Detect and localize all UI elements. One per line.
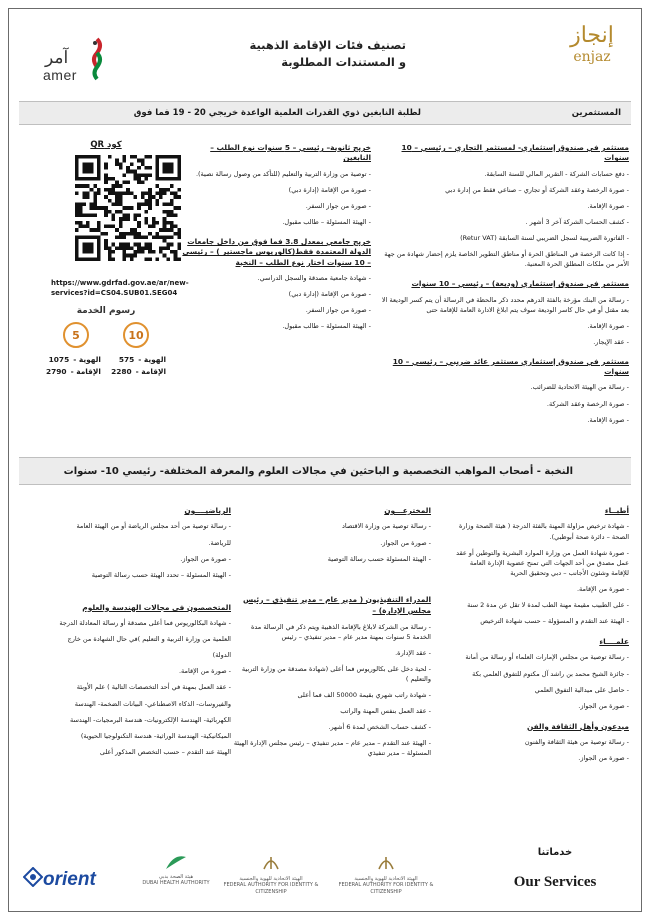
- fee-row: [111, 366, 166, 378]
- enjaz-logo-ar: إنجاز: [570, 23, 614, 48]
- fee-coins: [46, 322, 166, 348]
- list-item: - صورة شهادة العمل من وزارة الموارد البشرية والتوطين أو عقد عمل مصدق من أحد الجهات التي تمنح عضوية الإدارة العامة للإقامة وشئون الأجانب – دبي وتحقيق الحرية: [456, 548, 629, 577]
- list-item: - صورة من الجواز.: [180, 554, 231, 563]
- list-item: - كشف الحساب الشركة آخر 3 أشهر .: [525, 217, 629, 226]
- coin-10-years-icon: 10: [123, 322, 149, 348]
- falcon-emblem-icon: [375, 851, 397, 873]
- falcon-emblem-icon: [260, 851, 282, 873]
- list-item: - شهادة جامعية مصدقة والسجل الدراسي.: [257, 274, 371, 283]
- list-item: - صورة من الإقامة (إدارة دبي): [288, 290, 371, 299]
- ica-logo-text-en: FEDERAL AUTHORITY FOR IDENTITY & CITIZENSHIP: [338, 882, 434, 895]
- inventors-heading: المخترعـــون: [384, 506, 431, 515]
- fee-value: 575: [118, 355, 135, 365]
- orient-emblem-icon: [23, 867, 43, 887]
- orient-logo: orient: [43, 869, 96, 890]
- list-item: - لحية دخل على بكالوريوس فما أعلى (شهادة مصدقة من وزارة التربية والتعليم ): [241, 664, 431, 683]
- list-item: - رسالة توصية من أحد مجلس الرياضة أو من الهيئة العامة: [76, 522, 231, 531]
- section-heading: خريج ثانوية– رئيسي – 5 سنوات نوع الطلب – النابغين: [210, 143, 371, 163]
- ica-logo-2: [221, 851, 321, 895]
- title-line-1: تصنيف فئات الإقامة الذهبية: [249, 38, 406, 52]
- list-item: العلمية من وزارة التربية و التعليم )في حال الشهادة من خارج: [67, 635, 231, 644]
- fee-label: الإقامة -: [70, 367, 101, 377]
- fee-value: 2280: [111, 367, 132, 377]
- scientists-heading: علمــــاء: [599, 636, 629, 646]
- commercial-investor-section: [379, 143, 629, 269]
- list-item: - عقد الإدارة.: [395, 648, 431, 657]
- list-item: - عقد العمل بمهنة في أحد التخصصات التالية ) علم الأوبئة: [76, 683, 231, 692]
- students-label: لطلبة النابغين ذوي القدرات العلمية الواعدة خريجي 20 - 19 فما فوق: [133, 108, 421, 118]
- high-school-section: [181, 143, 371, 227]
- list-item: للرياضة.: [208, 538, 231, 547]
- dha-logo-ar: هيئة الصحة بدبي: [158, 873, 194, 880]
- fees-title: رسوم الخدمة: [76, 305, 136, 316]
- amer-logo-ar: آمر: [45, 48, 69, 68]
- students-column: [181, 143, 371, 341]
- fee-label: الهوية -: [138, 355, 166, 365]
- qr-title: كود QR: [90, 140, 122, 150]
- elite-column-1: [453, 505, 629, 769]
- list-item: - الفاتورة الضريبية لسجل الضريبي لسنة السابقة (Retur VAT): [460, 233, 629, 242]
- section-heading: خريج جامعي بمعدل 3.8 فما فوق من داخل جامعات الدولة المعتمدة فقط(كالوريوس ماجستير ) – رئيسي – 10 سنوات اختار نوع الطلب – النخبة: [182, 236, 371, 267]
- doctors-heading: أطبــاء: [604, 506, 629, 515]
- list-item: - شهادة راتب شهري بقيمة 50000 الف فما أعلى: [297, 690, 431, 699]
- our-services-ar: خدماتنا: [537, 847, 573, 858]
- list-item: - الهيئة عند التقدم و المسؤولة – حسب شهادة الترخيص: [480, 616, 629, 625]
- list-item: - إذا كانت الرخصة في المناطق الحرة أو مناطق التطوير الخاصة يلزم إحضار شهادة من جهة الأمر من ملكات المطلق الحرة المعنية.: [384, 250, 629, 269]
- coin-5-years-icon: 5: [63, 322, 89, 348]
- list-item: - صورة الرخصة وعقد الشركة أو تجاري – صناعي فقط من إدارة دبي: [445, 185, 629, 194]
- list-item: - رسالة من الشركة لابلاغ بالإقامة الذهبية ويتم ذكر في الرسالة مدة الخدمة 5 سنوات بمهنة مدير عام – مدير تنفيذي – رئيس: [250, 622, 431, 641]
- fee-value: 1075: [48, 355, 70, 365]
- header: [9, 9, 641, 89]
- amer-logo-en: amer: [43, 67, 77, 83]
- ica-logo-text-en: FEDERAL AUTHORITY FOR IDENTITY & CITIZENSHIP: [223, 882, 319, 895]
- list-item: - الهيئة المسئولة حسب رسالة التوصية: [327, 554, 431, 563]
- list-item: - شهادة البكالوريوس فما أعلى مصدقة أو رسالة المعادلة الدرجة: [59, 619, 231, 628]
- list-item: - شهادة ترخيص مزاولة المهنة بالفئة الدرجة ( هيئة الصحة وزارة الصحة – دائرة صحة أبوظبي).: [459, 522, 629, 541]
- list-item: - عقد العمل بنفس المهنة والراتب: [340, 706, 431, 715]
- investors-label: المستثمرين: [571, 108, 621, 118]
- list-item: - صورة من جواز السفر.: [305, 306, 371, 315]
- creatives-heading: مبدعون وأهل الثقافة والفن: [526, 721, 629, 731]
- list-item: الهيئة عند التقدم – حسب التخصص المذكور أعلى: [99, 747, 231, 756]
- footer: [9, 839, 641, 909]
- service-url-link[interactable]: https://www.gdrfad.gov.ae/ar/new-services?id=CS04.SUB01.SEG04: [51, 279, 189, 298]
- fee-label: الإقامة -: [135, 367, 166, 377]
- ica-logo-text: الهيئة الاتحادية للهوية والجنسية: [354, 875, 418, 882]
- dha-logo-en: DUBAI HEALTH AUTHORITY: [142, 880, 210, 886]
- our-services: [505, 845, 605, 894]
- list-item: والفيروسات- الذكاء الاصطناعي- البيانات الضخمة- الهندسة: [74, 699, 231, 708]
- list-item: - على الطبيب مقيمة مهنة الطب لمدة لا تقل عن مدة 2 سنة: [467, 600, 629, 609]
- list-item: - رسالة توصية من وزارة الاقتصاد: [342, 522, 431, 531]
- list-item: - صورة الإقامة.: [587, 321, 629, 330]
- ica-logo-text: الهيئة الاتحادية للهوية والجنسية: [239, 875, 303, 882]
- executives-heading: المدراء التنفيذيون ( مدير عام – مدير تنفيذي – رئيس مجلس الإدارة) –: [242, 594, 431, 616]
- amer-flag-icon: [87, 37, 107, 81]
- list-item: - دفع حسابات الشركة - التقرير المالي للسنة السابقة.: [484, 169, 629, 178]
- qr-code-icon[interactable]: [75, 155, 181, 261]
- list-item: - صورة من الإقامة (إدارة دبي): [288, 185, 371, 194]
- page-title: [206, 37, 406, 71]
- fee-row: [46, 366, 101, 378]
- list-item: - توصية من وزارة التربية والتعليم (للتأكد من وصول رسالة نصية).: [195, 169, 371, 178]
- fees-5-years: [111, 354, 166, 378]
- dha-logo: [131, 851, 221, 895]
- fee-row: [111, 354, 166, 366]
- list-item: الكهربائية- الهندسة الإلكترونيات- هندسة البرمجيات- الهندسة: [70, 715, 231, 724]
- list-item: - صورة من الجواز.: [578, 701, 629, 710]
- engineering-heading: المتخصصون في مجالات الهندسة والعلوم: [82, 602, 231, 612]
- list-item: - رسالة من الهيئة الاتحادية للضرائب.: [530, 383, 629, 392]
- list-item: الدولة): [212, 651, 231, 660]
- fees-10-years: [46, 354, 101, 378]
- elite-bar: [19, 457, 631, 485]
- list-item: - صورة من جواز السفر.: [305, 201, 371, 210]
- list-item: - جائزة الشيخ محمد بن راشد آل مكتوم للتفوق العلمي بكة: [472, 669, 629, 678]
- list-item: - رسالة توصية من هيئة الثقافة والفنون: [524, 738, 629, 747]
- fee-label: الهوية -: [73, 355, 101, 365]
- elite-column-3: [31, 505, 231, 763]
- deposit-investor-section: [379, 279, 629, 347]
- elite-column-2: [231, 505, 431, 764]
- list-item: - صورة من الجواز.: [380, 538, 431, 547]
- section-heading: مستثمر في صندوق إستثماري مستثمر عائد ضريبي – رئيسي – 10 سنوات: [392, 356, 629, 377]
- title-line-2: و المستندات المطلوبة: [281, 55, 406, 69]
- qr-column: [31, 139, 189, 378]
- list-item: - صورة الرخصة وعقد الشركة.: [546, 399, 629, 408]
- tax-investor-section: [379, 357, 629, 425]
- list-item: الميكانيكية- الهندسة الوراثية- هندسة التكنولوجيا الحيوية): [80, 731, 231, 740]
- list-item: - حاصل على ميدالية التفوق العلمي: [534, 685, 629, 694]
- ica-logo: [331, 851, 441, 895]
- list-item: - رسالة توصية من مجلس الإمارات العلماء أو رسالة من أمانة: [465, 653, 629, 662]
- university-section: [181, 237, 371, 331]
- document-page: [8, 8, 642, 912]
- list-item: - صورة من الإقامة.: [576, 584, 629, 593]
- list-item: - الهيئة المسئولة – تحدد الهيئة حسب رسالة التوصية: [91, 570, 231, 579]
- investors-bar: [19, 101, 631, 125]
- elite-title: النخبة - أصحاب المواهب التخصصية و الباحثين في مجالات العلوم والمعرفة المختلفة- رئيسي 10- سنوات: [63, 466, 573, 477]
- enjaz-logo-en: enjaz: [573, 49, 611, 65]
- list-item: - الهيئة عند التقدم – مدير عام – مدير تنفيذي – رئيس مجلس الإدارة الهيئة المسئولة – مدير تنفيذي: [233, 739, 431, 758]
- section-heading: مستثمر في صندوق إستثماري (وديعة) – رئيسي – 10 سنوات: [411, 279, 629, 289]
- list-item: - كشف حساب الشخص لمدة 6 أشهر.: [328, 723, 431, 732]
- fee-row: [46, 354, 101, 366]
- list-item: - عقد الإيجار.: [593, 337, 629, 346]
- fee-value: 2790: [46, 367, 67, 377]
- athletes-heading: الرياضيــــون: [184, 506, 231, 515]
- amer-logo: [39, 33, 109, 83]
- list-item: - صورة الإقامة.: [587, 415, 629, 424]
- list-item: - رسالة من البنك مؤرخة بالفئة الدرهم محدد ذكر مالحظة في الرسالة أن يتم كسر الوديعة الا بعد مقتل أو في حال كاسر الوديعة سوف يتم ابلاغ الادارة العامة للإقامة حتى: [381, 295, 629, 314]
- enjaz-logo: [559, 23, 625, 83]
- section-heading: مستثمر في صندوق إستثماري- لمستثمر التجاري – رئيسي – 10 سنوات: [401, 143, 629, 163]
- investors-column: [379, 143, 629, 435]
- list-item: - صورة الإقامة.: [587, 201, 629, 210]
- list-item: - الهيئة المسئولة – طالب مقبول.: [282, 217, 371, 226]
- list-item: - صورة من الجواز.: [578, 754, 629, 763]
- fees-table: [46, 354, 166, 378]
- list-item: - الهيئة المسئولة – طالب مقبول.: [282, 322, 371, 331]
- list-item: - صورة من الإقامة.: [178, 667, 231, 676]
- our-services-en: Our Services: [513, 873, 597, 890]
- dha-leaf-icon: [164, 851, 188, 871]
